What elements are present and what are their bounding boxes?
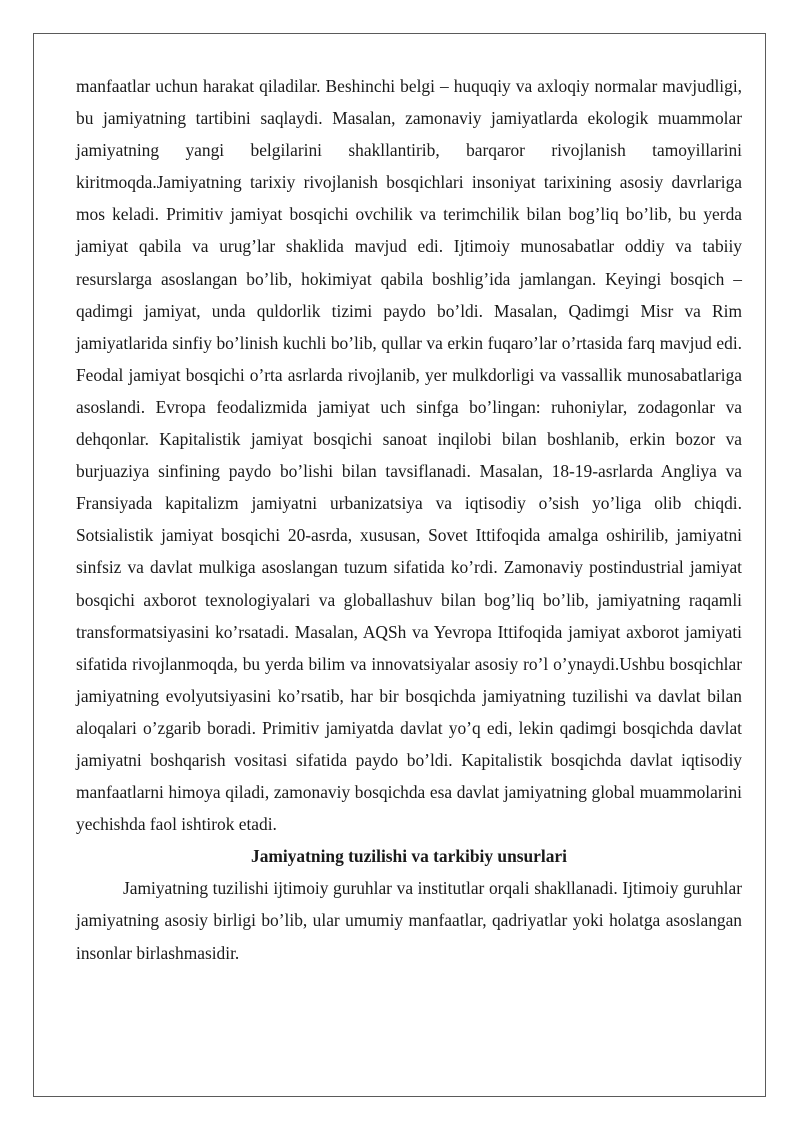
- document-body: [76, 70, 742, 969]
- section-heading: Jamiyatning tuzilishi va tarkibiy unsurlari: [251, 846, 567, 867]
- body-paragraph: manfaatlar uchun harakat qiladilar. Beshinchi belgi – huquqiy va axloqiy normalar mavjudligi, bu jamiyatning tartibini saqlaydi. Masalan, zamonaviy jamiyatlarda ekologik muammolar jamiyatning yangi belgilarini shakllantirib, barqaror rivojlanish tamoyillarini kiritmoqda.Jamiyatning tarixiy rivojlanish bosqichlari insoniyat tarixining asosiy davrlariga mos keladi. Primitiv jamiyat bosqichi ovchilik va terimchilik bilan bog’liq bo’lib, bu yerda jamiyat qabila va urug’lar shaklida mavjud edi. Ijtimoiy munosabatlar oddiy va tabiiy resurslarga asoslangan bo’lib, hokimiyat qabila boshlig’ida jamlangan. Keyingi bosqich – qadimgi jamiyat, unda quldorlik tizimi paydo bo’ldi. Masalan, Qadimgi Misr va Rim jamiyatlarida sinfiy bo’linish kuchli bo’lib, qullar va erkin fuqaro’lar o’rtasida farq mavjud edi. Feodal jamiyat bosqichi o’rta asrlarda rivojlanib, yer mulkdorligi va vassallik munosabatlariga asoslandi. Evropa feodalizmida jamiyat uch sinfga bo’lingan: ruhoniylar, zodagonlar va dehqonlar. Kapitalistik jamiyat bosqichi sanoat inqilobi bilan boshlanib, erkin bozor va burjuaziya sinfining paydo bo’lishi bilan tavsiflanadi. Masalan, 18-19-asrlarda Angliya va Fransiyada kapitalizm jamiyatni urbanizatsiya va iqtisodiy o’sish yo’liga olib chiqdi. Sotsialistik jamiyat bosqichi 20-asrda, xususan, Sovet Ittifoqida amalga oshirilib, jamiyatni sinfsiz va davlat mulkiga asoslangan tuzum sifatida ko’rdi. Zamonaviy postindustrial jamiyat bosqichi axborot texnologiyalari va globallashuv bilan bog’liq bo’lib, jamiyatning raqamli transformatsiyasini ko’rsatadi. Masalan, AQSh va Yevropa Ittifoqida jamiyat axborot jamiyati sifatida rivojlanmoqda, bu yerda bilim va innovatsiyalar asosiy ro’l o’ynaydi.Ushbu bosqichlar jamiyatning evolyutsiyasini ko’rsatib, har bir bosqichda jamiyatning tuzilishi va davlat bilan aloqalari o’zgarib boradi. Primitiv jamiyatda davlat yo’q edi, lekin qadimgi bosqichda davlat jamiyatni boshqarish vositasi sifatida paydo bo’ldi. Kapitalistik bosqichda davlat iqtisodiy manfaatlarni himoya qiladi, zamonaviy bosqichda esa davlat jamiyatning global muammolarini yechishda faol ishtirok etadi.: [76, 76, 742, 835]
- body-paragraph: Jamiyatning tuzilishi ijtimoiy guruhlar va institutlar orqali shakllanadi. Ijtimoiy guruhlar jamiyatning asosiy birligi bo’lib, ular umumiy manfaatlar, qadriyatlar yoki holatga asoslangan insonlar birlashmasidir.: [76, 878, 742, 963]
